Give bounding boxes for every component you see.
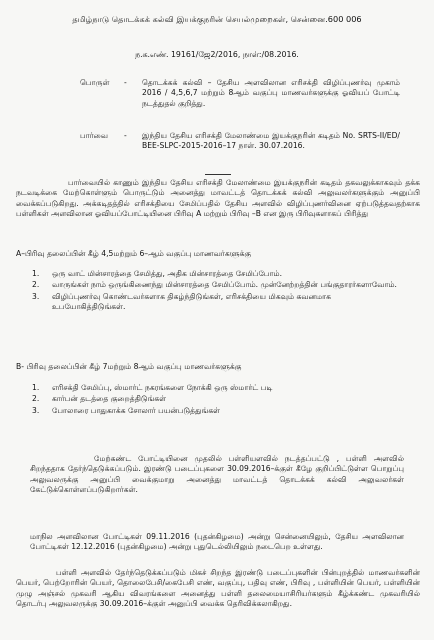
separator-rule — [205, 174, 231, 175]
state-level-note: மாநில அளவிலான போட்டிகள் 09.11.2016 (புதன்கிழமை) அன்று சென்னையிலும், தேசிய அளவிலான போட்டிகள் 12.12.2016 (புதன்கிழமை) அன்று புதுடெல்லியிலும் நடைபெற உள்ளது. — [30, 532, 404, 552]
subject-label: பொருள் — [80, 78, 110, 87]
reference-text: இந்திய தேசிய எரிசக்தி மேலாண்மை இயக்குநரின் கடிதம் No. SRTS-II/ED/ BEE-SLPC-2015-2016–17 நாள். 30.07.2016. — [142, 131, 400, 151]
list-item: 1. ஒரு வாட் மின்சாரத்தை சேமித்து, அதிக மின்சாரத்தை சேமிப்போம். — [32, 269, 282, 278]
reference-colon: - — [124, 131, 127, 140]
list-item: 2. வாருங்கள் நாம் ஒருங்கிணைந்து மின்சாரத்தை சேமிப்போம். முன்னேற்றத்தின் பங்குதாரர்களாவோம். — [32, 280, 397, 290]
list-item: 3. விழிப்புணர்வு கொண்டவர்களாக திகழ்ந்திடுங்கள், எரிசக்தியை மிகவும் கவனமாக உபயோகித்திடுங்கள். — [32, 291, 331, 311]
document-title: தமிழ்நாடு தொடக்கக் கல்வி இயக்குநரின் செயல்முறைகள், சென்னை.600 006 — [72, 14, 362, 24]
subject-text: தொடக்கக் கல்வி – தேசிய அளவிலான எரிசக்தி விழிப்புணர்வு முகாம் 2016 / 4,5,6,7 மற்றும் 8ஆம் வகுப்பு மாணவர்களுக்கு ஓவியப் போட்டி நடத்துதல் குறித்து. — [142, 78, 400, 108]
section-b-title: B- பிரிவு தலைப்பின் கீழ் 7மற்றும் 8ஆம் வகுப்பு மாணவர்களுக்கு — [16, 362, 242, 371]
section-a-title: A–பிரிவு தலைப்பின் கீழ் 4,5மற்றும் 6–ஆம் வகுப்பு மாணவர்களுக்கு — [16, 249, 252, 258]
list-item: 3. போலாரை பாதுகாக்க சோலார் பயன்படுத்துங்கள் — [32, 405, 221, 415]
list-item: 1. எரிசக்தி சேமிப்பு, ஸ்மார்ட் நகரங்களை நோக்கி ஒரு ஸ்மார்ட் படி — [32, 383, 273, 392]
reference-label: பார்வை — [80, 131, 109, 140]
submission-paragraph: பள்ளி அளவில் தேர்ந்தெடுக்கப்படும் மிகச் சிறந்த இரண்டு படைப்புகளின் பின்புறத்தில் மாணவர்களின் பெயர், பெற்றோரின் பெயர், தொலைபேசி/கைபேசி எண், வகுப்பு, பதிவு எண், பிரிவு , பள்ளியின் பெயர், பள்ளியின் முழு அஞ்சல் முகவரி ஆகிய விவரங்களை அனைத்து பள்ளி தலைமையாசிரியர்களும் கீழ்க்கண்ட முகவரியில் தொடர்பு அலுவலருக்கு 30.09.2016–க்குள் அனுப்பி வைக்க தெரிவிக்கலாகிறது. — [16, 568, 420, 608]
subject-colon: - — [124, 78, 127, 87]
reference-number: ந.க.எண். 19161/ஜே2/2016, நாள்:/08.2016. — [135, 50, 299, 59]
competition-paragraph: மேற்கண்ட போட்டியினை முதலில் பள்ளியளவில் நடத்தப்பட்டு , பள்ளி அளவில் சிறந்ததாக தேர்ந்தெடுக்கப்படும். இரண்டு படைப்புகளை 30.09.2016–க்குள் கீழே குறிப்பிட்டுள்ள பொறுப்பு அலுவலருக்கு அனுப்பி வைக்குமாறு அனைத்து மாவட்டத் தொடக்கக் கல்வி அலுவலர்கள் கேட்டுக்கொள்ளப்படுகிறார்கள். — [30, 454, 404, 494]
list-item: 2. கார்பன் தடத்தை குறைத்திடுங்கள் — [32, 394, 167, 404]
intro-paragraph: பார்வையில் காணும் இந்திய தேசிய எரிசக்தி மேலாண்மை இயக்குநரின் கடிதம் தகவலுக்காகவும் தக்க நடவடிக்கை மேற்கொள்ளும் பொருட்டும் அனைத்து மாவட்டத் தொடக்கக் கல்வி அலுவலர்களுக்கும் அனுப்பி வைக்கப்படுகிறது. அக்கடிதத்தில் எரிசக்தியை சேமிப்பதில் தேசிய அளவில் விழிப்புணர்வினை ஏற்படுத்தவதற்காக பள்ளிகள் அளவிலான ஓவியப்போட்டியினை பிரிவு A மற்றும் பிரிவு –B என இரு பிரிவுகளாகப் பிரித்து — [16, 178, 420, 218]
section-b-list — [30, 383, 402, 417]
section-a-list — [30, 269, 402, 313]
